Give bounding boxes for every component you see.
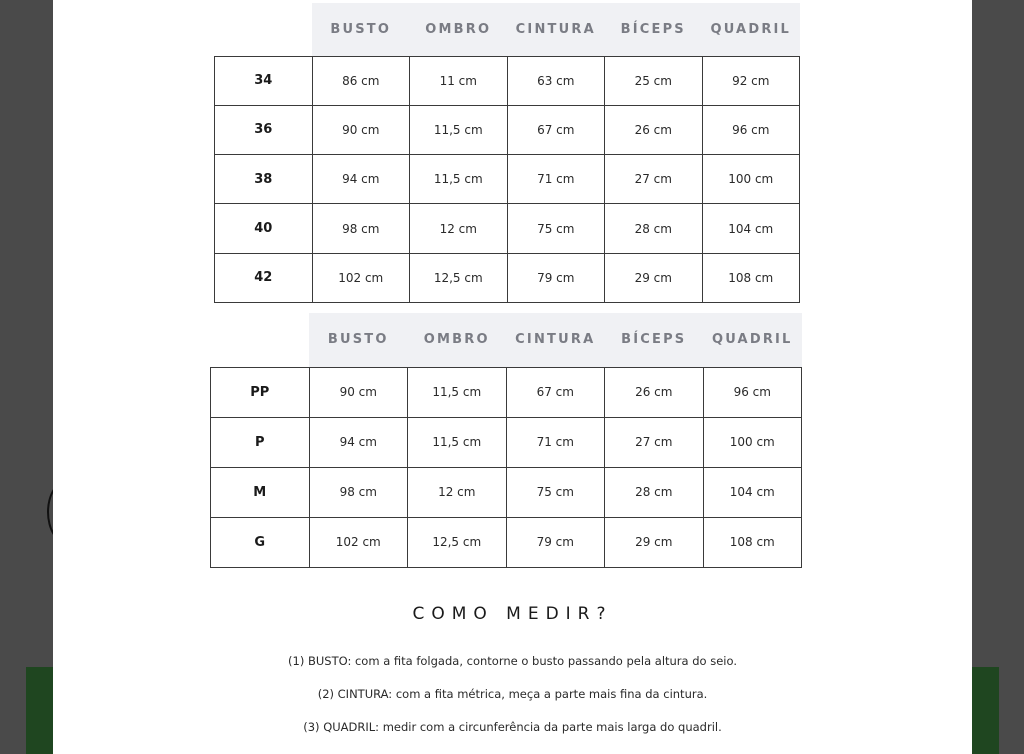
table-cell: 67 cm: [507, 105, 605, 154]
size-label: M: [211, 467, 310, 517]
table-row: [215, 105, 800, 154]
table-cell: 102 cm: [312, 253, 410, 302]
size-label: 36: [215, 105, 313, 154]
table-cell: 63 cm: [507, 56, 605, 105]
header-quadril: QUADRIL: [703, 313, 802, 367]
table-row: [211, 367, 802, 417]
table-cell: 26 cm: [605, 367, 704, 417]
instruction-busto: (1) BUSTO: com a fita folgada, contorne o busto passando pela altura do seio.: [288, 654, 737, 668]
table-cell: 27 cm: [605, 417, 704, 467]
table-row: [215, 204, 800, 253]
header-biceps: BÍCEPS: [605, 313, 704, 367]
instruction-cintura: (2) CINTURA: com a fita métrica, meça a parte mais fina da cintura.: [317, 687, 708, 701]
table-cell: 67 cm: [506, 367, 605, 417]
table-cell: 11,5 cm: [410, 155, 508, 204]
table-cell: 96 cm: [703, 367, 802, 417]
table-cell: 104 cm: [702, 204, 800, 253]
table-cell: 12 cm: [408, 467, 507, 517]
table-cell: 98 cm: [309, 467, 408, 517]
size-label: 42: [215, 253, 313, 302]
size-label: G: [211, 517, 310, 567]
header-corner: [211, 313, 310, 367]
table-cell: 11,5 cm: [408, 417, 507, 467]
header-quadril: QUADRIL: [702, 3, 800, 56]
table-cell: 28 cm: [605, 204, 703, 253]
header-corner: [215, 3, 313, 56]
table-cell: 90 cm: [309, 367, 408, 417]
table-cell: 12 cm: [410, 204, 508, 253]
table-cell: 94 cm: [309, 417, 408, 467]
table-cell: 29 cm: [605, 517, 704, 567]
instruction-quadril: (3) QUADRIL: medir com a circunferência da parte mais larga do quadril.: [303, 720, 722, 734]
table-cell: 100 cm: [703, 417, 802, 467]
table-cell: 28 cm: [605, 467, 704, 517]
table-cell: 100 cm: [702, 155, 800, 204]
table-cell: 25 cm: [605, 56, 703, 105]
table-cell: 12,5 cm: [408, 517, 507, 567]
table-cell: 26 cm: [605, 105, 703, 154]
table-cell: 104 cm: [703, 467, 802, 517]
size-label: 40: [215, 204, 313, 253]
table-cell: 86 cm: [312, 56, 410, 105]
table-cell: 79 cm: [507, 253, 605, 302]
table-row: [211, 467, 802, 517]
table-row: [211, 417, 802, 467]
header-ombro: OMBRO: [408, 313, 507, 367]
table-cell: 71 cm: [506, 417, 605, 467]
table-row: [215, 155, 800, 204]
how-to-measure-title: COMO MEDIR?: [412, 604, 613, 624]
header-row: [211, 313, 802, 367]
table-cell: 11 cm: [410, 56, 508, 105]
table-cell: 75 cm: [506, 467, 605, 517]
size-table-letter: [210, 313, 802, 568]
size-label: 34: [215, 56, 313, 105]
size-guide-modal: [53, 0, 972, 754]
table-cell: 108 cm: [703, 517, 802, 567]
header-ombro: OMBRO: [410, 3, 508, 56]
table-cell: 92 cm: [702, 56, 800, 105]
table-cell: 11,5 cm: [410, 105, 508, 154]
table-row: [215, 56, 800, 105]
header-busto: BUSTO: [312, 3, 410, 56]
table-cell: 98 cm: [312, 204, 410, 253]
table-cell: 11,5 cm: [408, 367, 507, 417]
table-cell: 90 cm: [312, 105, 410, 154]
header-cintura: CINTURA: [506, 313, 605, 367]
table-row: [211, 517, 802, 567]
table-cell: 79 cm: [506, 517, 605, 567]
table-cell: 102 cm: [309, 517, 408, 567]
header-row: [215, 3, 800, 56]
header-busto: BUSTO: [309, 313, 408, 367]
size-table-numeric: [214, 3, 800, 303]
table-row: [215, 253, 800, 302]
header-biceps: BÍCEPS: [605, 3, 703, 56]
table-cell: 94 cm: [312, 155, 410, 204]
table-cell: 75 cm: [507, 204, 605, 253]
table-cell: 71 cm: [507, 155, 605, 204]
table-cell: 96 cm: [702, 105, 800, 154]
size-label: PP: [211, 367, 310, 417]
table-cell: 27 cm: [605, 155, 703, 204]
table-cell: 108 cm: [702, 253, 800, 302]
table-cell: 12,5 cm: [410, 253, 508, 302]
header-cintura: CINTURA: [507, 3, 605, 56]
size-label: 38: [215, 155, 313, 204]
size-label: P: [211, 417, 310, 467]
table-cell: 29 cm: [605, 253, 703, 302]
